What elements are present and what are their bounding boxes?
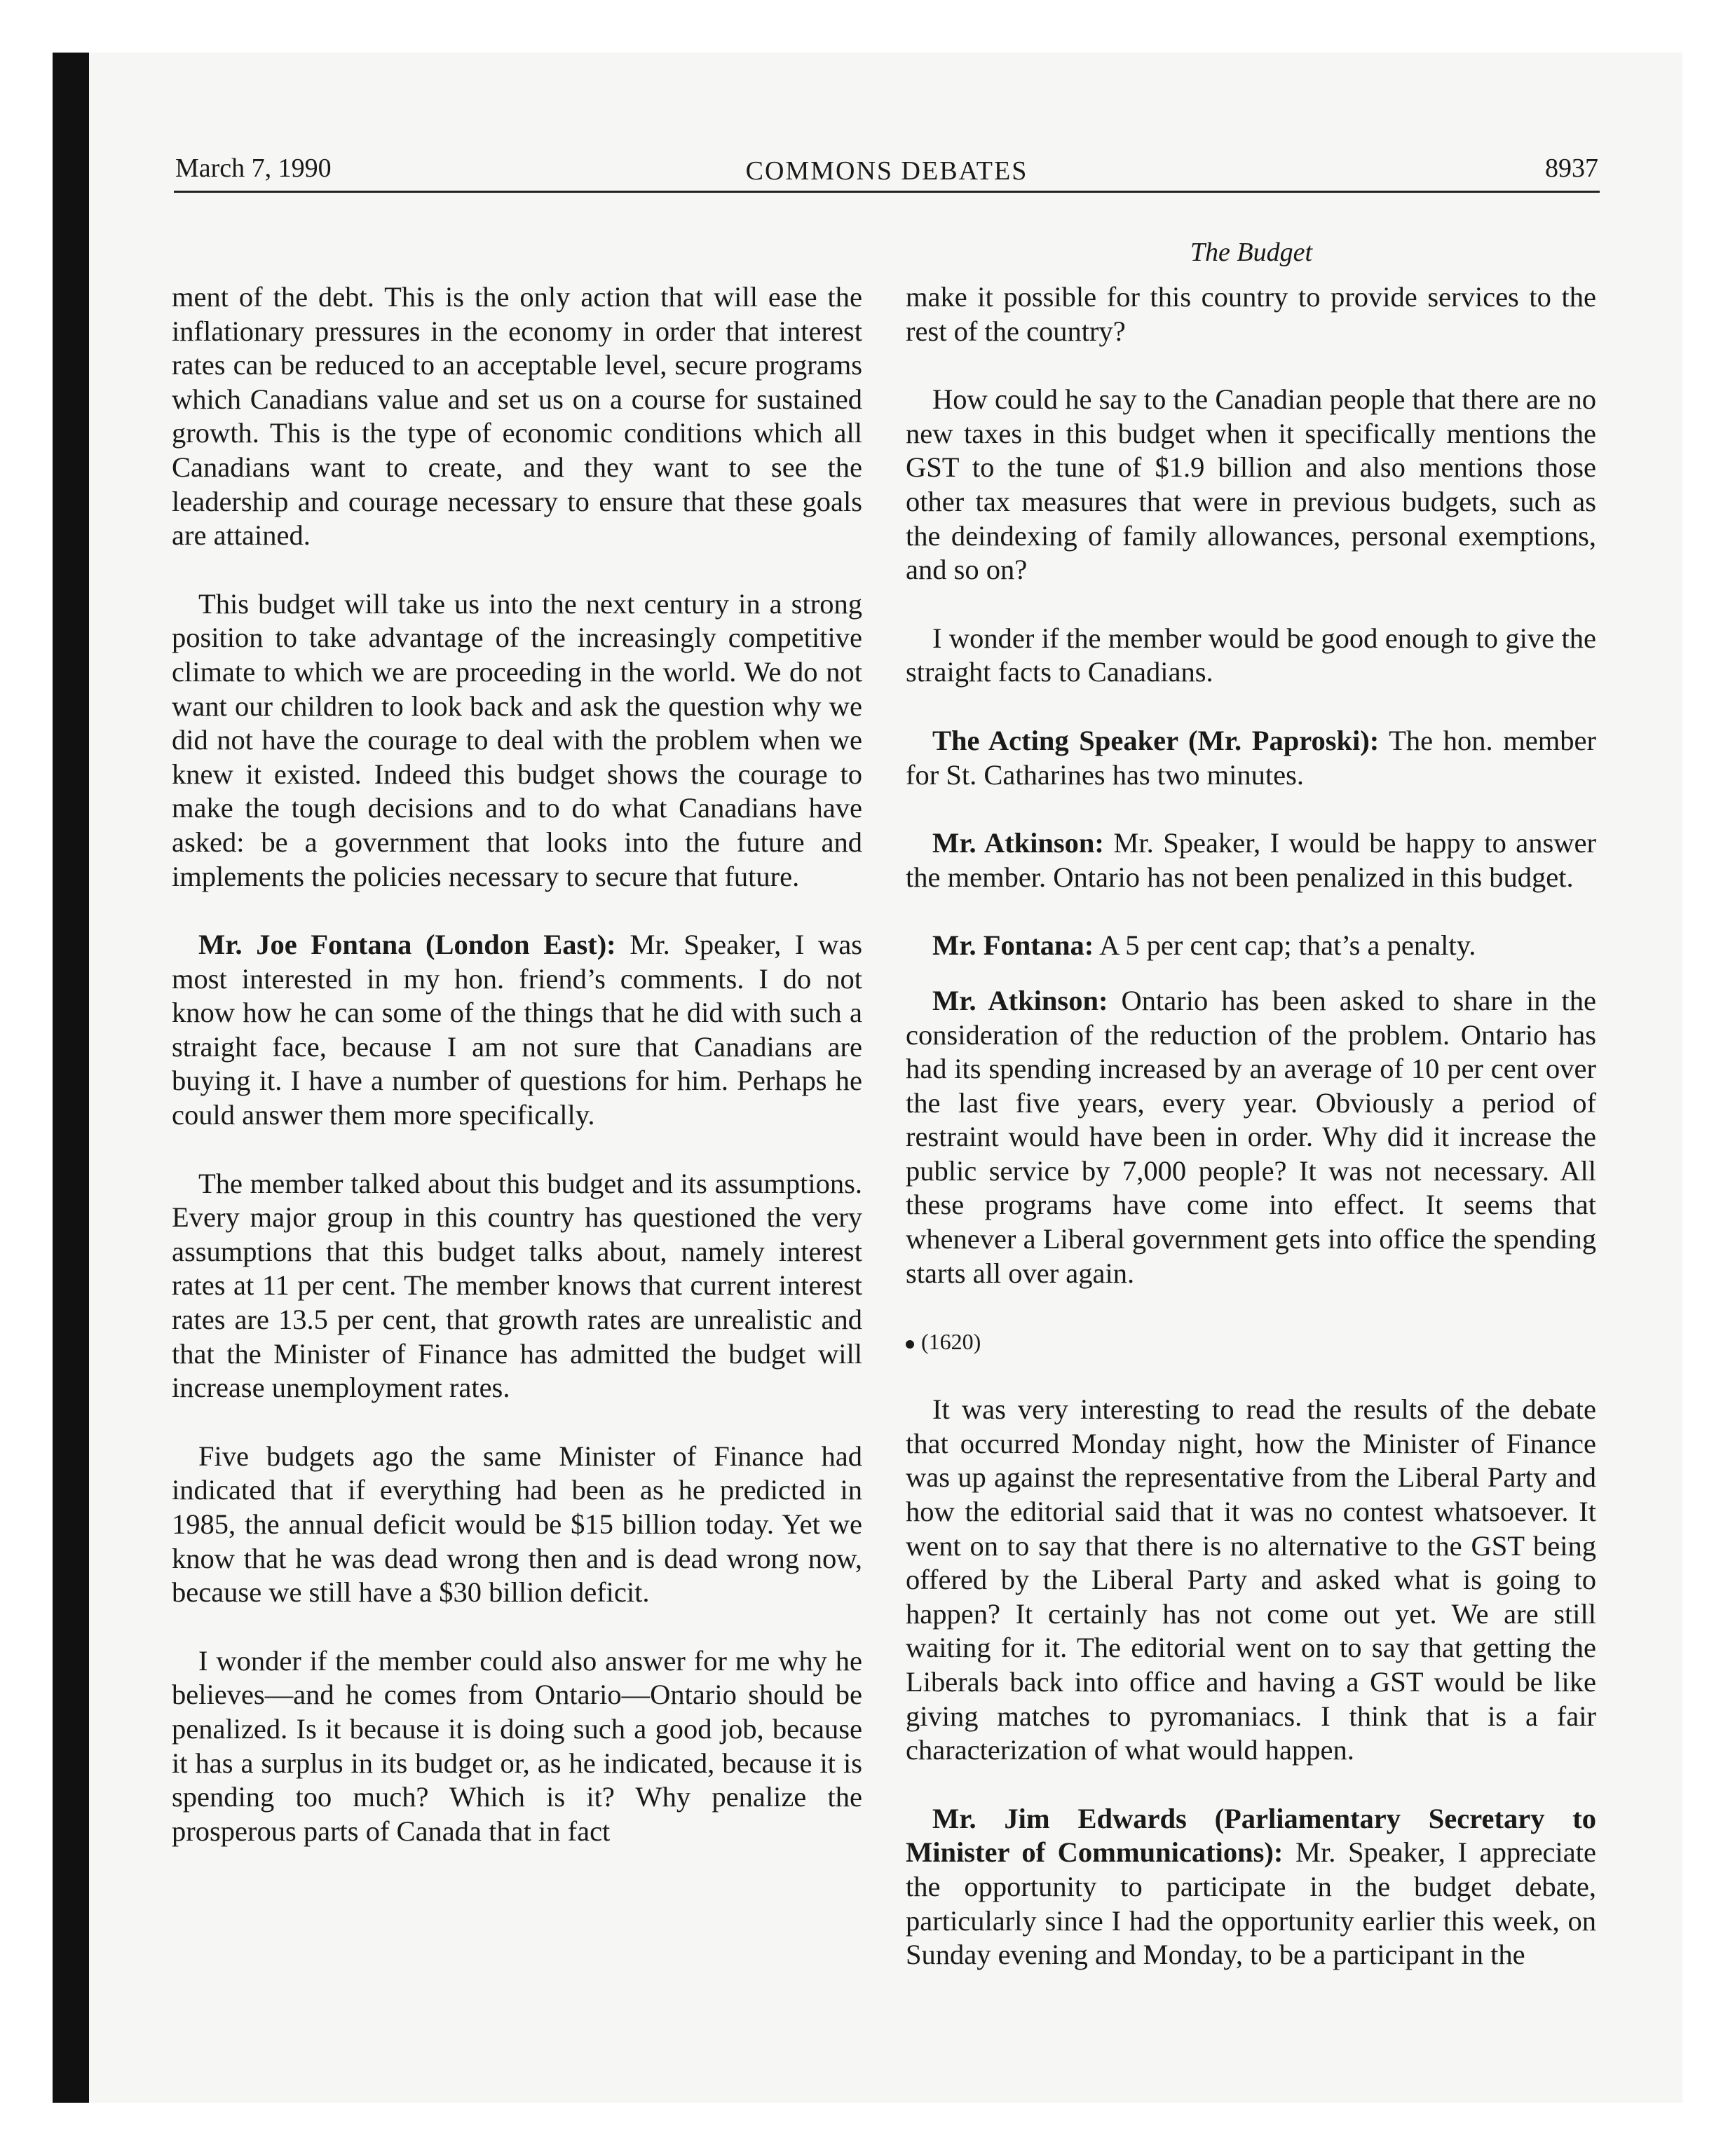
paragraph: This budget will take us into the next century in a strong position to take advantage of the increasingly competitive climate to which we are proceeding in the world. We do not want our children to look back and ask the question why we did not have the courage to deal with the problem when we knew it existed. Indeed this budget shows the courage to make the tough decisions and to do what Canadians have asked: be a government that looks into the future and implements the policies necessary to secure that future. (172, 587, 862, 892)
paragraph: It was very interesting to read the results of the debate that occurred Monday night, how the Minister of Finance was up against the representative from the Liberal Party and how the editorial said that it was no contest whatsoever. It went on to say that there is no alternative to the GST being offered by the Liberal Party and asked what is going to happen? It certainly has not come out yet. We are still waiting for it. The editorial went on to say that getting the Liberals back into office and having a GST would be like giving matches to pyromaniacs. I think that is a fair characterization of what would happen. (906, 1393, 1596, 1766)
right-column (906, 280, 1596, 2007)
speaker-name: Mr. Atkinson: (932, 984, 1108, 1016)
page-header (175, 149, 1598, 188)
speech-paragraph (906, 984, 1596, 1290)
header-publication: COMMONS DEBATES (745, 156, 1028, 186)
paragraph: How could he say to the Canadian people that there are no new taxes in this budget when it specifically mentions the GST to the tune of $1.9 billion and also mentions those other tax measures that were in previous budgets, such as the deindexing of family allowances, personal exemptions, and so on? (906, 383, 1596, 586)
speech-paragraph (906, 724, 1596, 792)
paragraph: The member talked about this budget and its assumptions. Every major group in this country has questioned the very assumptions that this budget talks about, namely interest rates at 11 per cent. The member knows that current interest rates are 13.5 per cent, that growth rates are unrealistic and that the Minister of Finance has admitted the budget will increase unemployment rates. (172, 1167, 862, 1404)
speaker-name: The Acting Speaker (Mr. Paproski): (932, 724, 1380, 756)
speech-paragraph (906, 826, 1596, 894)
header-rule (174, 191, 1600, 193)
section-heading: The Budget (1190, 238, 1313, 267)
speech-text: Mr. Speaker, I appreciate the opportunity to participate in the budget debate, particularly since I had the opportunity earlier this week, on Sunday evening and Monday, to be a participant in the (906, 1836, 1596, 1971)
speaker-name: Mr. Atkinson: (932, 827, 1104, 859)
speaker-name: Mr. Jim Edwards (Parliamentary Secretary to Minister of Communications): (906, 1802, 1596, 1869)
speaker-name: Mr. Fontana: (932, 929, 1094, 962)
speech-text: Mr. Speaker, I was most interested in my hon. friend’s comments. I do not know how he can some of the things that he did with such a straight face, because I am not sure that Canadians are buying it. I have a number of questions for him. Perhaps he could answer them more specifically. (172, 929, 862, 1131)
paragraph: make it possible for this country to provide services to the rest of the country? (906, 281, 1596, 347)
header-page-number: 8937 (1545, 153, 1598, 183)
paragraph: ment of the debt. This is the only action that will ease the inflationary pressures in the economy in order that interest rates can be reduced to an acceptable level, secure programs which Canadians value and set us on a course for sustained growth. This is the type of economic conditions which all Canadians want to create, and they want to see the leadership and courage necessary to ensure that these goals are attained. (172, 281, 862, 552)
time-stamp-text: (1620) (921, 1329, 981, 1355)
header-date: March 7, 1990 (175, 153, 332, 183)
speech-text: A 5 per cent cap; that’s a penalty. (1094, 929, 1476, 962)
left-column (172, 280, 862, 1883)
speech-paragraph (906, 1802, 1596, 1972)
speech-paragraph (172, 928, 862, 1133)
speech-text: The hon. member for St. Catharines has two minutes. (906, 724, 1596, 791)
time-stamp (906, 1325, 1596, 1358)
paragraph: Five budgets ago the same Minister of Finance had indicated that if everything had been as he predicted in 1985, the annual deficit would be $15 billion today. Yet we know that he was dead wrong then and is dead wrong now, because we still have a $30 billion deficit. (172, 1440, 862, 1609)
bullet-icon (906, 1340, 914, 1349)
scan-binding-edge (53, 53, 89, 2103)
speech-text: Mr. Speaker, I would be happy to answer the member. Ontario has not been penalized in this budget. (906, 827, 1596, 893)
speech-text: Ontario has been asked to share in the consideration of the reduction of the problem. Ontario has had its spending increased by an average of 10 per cent over the last five years, every year. Obviously a period of restraint would have been in order. Why did it increase the public service by 7,000 people? It was not necessary. All these programs have come into effect. It seems that whenever a Liberal government gets into office the spending starts all over again. (906, 984, 1596, 1289)
paragraph: I wonder if the member would be good enough to give the straight facts to Canadians. (906, 622, 1596, 688)
speaker-name: Mr. Joe Fontana (London East): (198, 929, 616, 961)
paragraph: I wonder if the member could also answer for me why he believes—and he comes from Ontario—Ontario should be penalized. Is it because it is doing such a good job, because it has a surplus in its budget or, as he indicated, because it is spending too much? Which is it? Why penalize the prosperous parts of Canada that in fact (172, 1644, 862, 1847)
speech-paragraph (906, 929, 1596, 963)
